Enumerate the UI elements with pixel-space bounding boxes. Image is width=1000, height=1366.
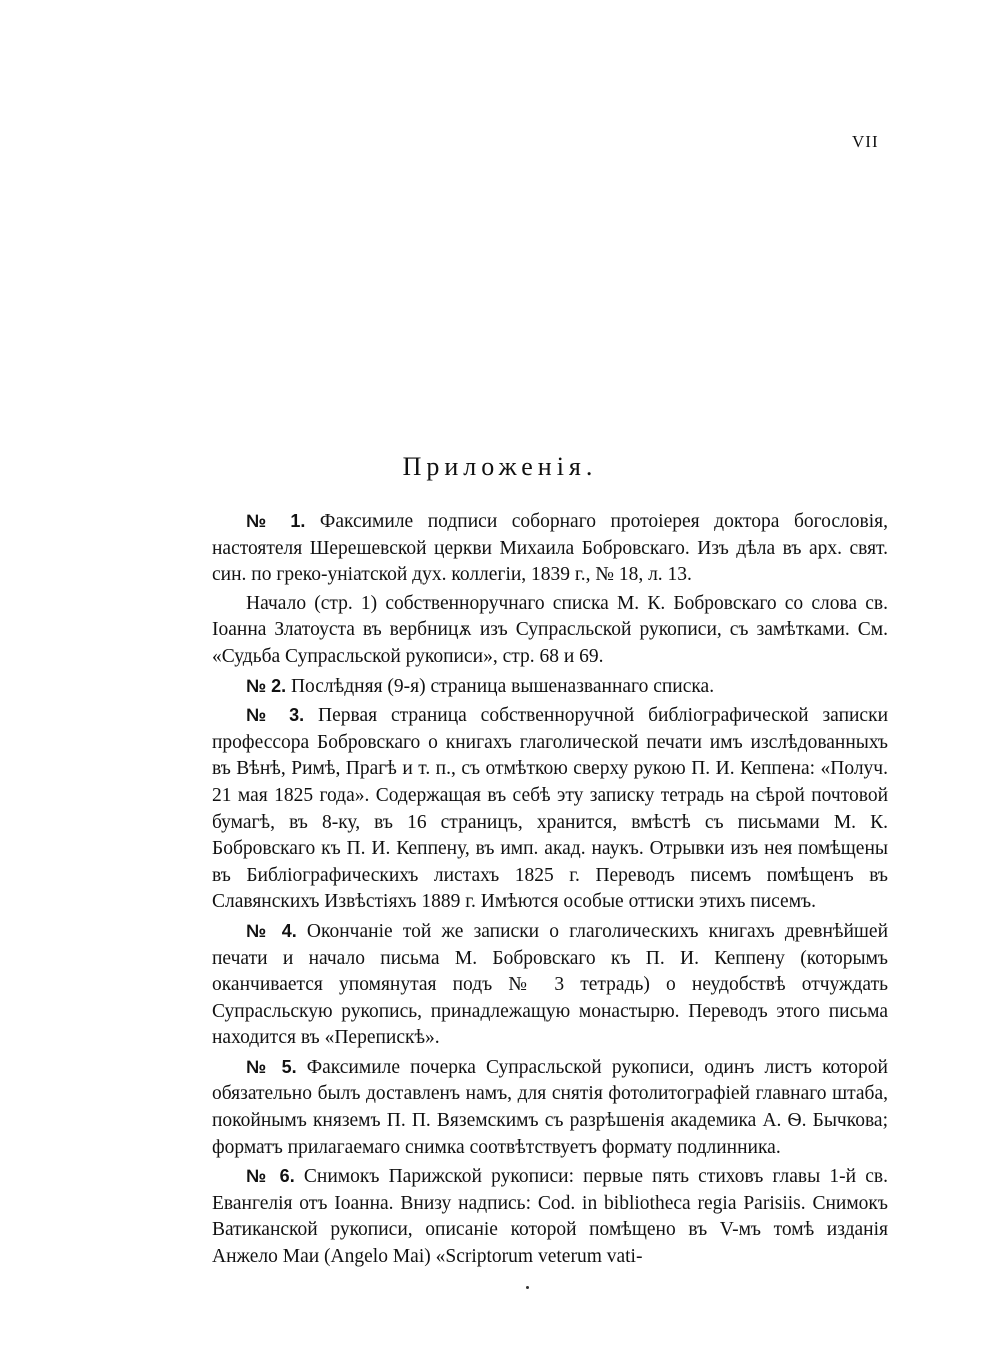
paragraph-item-6 — [212, 1163, 888, 1270]
item-text: Послѣдняя (9-я) страница вышеназваннаго списка. — [286, 675, 715, 697]
item-text: Факсимиле подписи соборнаго протоіерея доктора богословія, настоятеля Шерешевской церкви Михаила Бобровскаго. Изъ дѣла въ арх. свят. син. по греко-уніатской дух. коллегіи, 1839 г., № 18, л. 13. — [212, 511, 889, 586]
item-number: № 4. — [246, 920, 297, 941]
paragraph-item-1 — [212, 508, 888, 589]
paragraph-item-1-continued — [212, 591, 888, 671]
item-number: № 5. — [246, 1056, 297, 1077]
print-speck — [526, 1286, 529, 1289]
item-text: Окончаніе той же записки о глаголическихъ книгахъ древнѣйшей печати и начало письма М. Бобровскаго къ П. И. Кеппену (которымъ оканчивается упомянутая подъ № 3 тетрадь) о неудобствѣ отчуждать Супрасльскую рукопись, принадлежащую монастырю. Переводъ этого письма находится въ «Перепискѣ». — [212, 920, 889, 1049]
page-heading: Приложенія. — [402, 452, 598, 481]
item-text: Первая страница собственноручной библіографической записки профессора Бобровскаго о книгахъ глаголической печати имъ изслѣдованныхъ въ Вѣнѣ, Римѣ, Прагѣ и т. п., съ отмѣткою сверху рукою П. И. Кеппена: «Получ. 21 мая 1825 года». Содержащая въ себѣ эту записку тетрадь на сѣрой почтовой бумагѣ, въ 8-ку, въ 16 страницъ, хранится, вмѣстѣ съ письмами М. К. Бобровскаго къ П. И. Кеппену, въ имп. акад. наукъ. Отрывки изъ нея помѣщены въ Библіографическихъ листахъ 1825 г. Переводъ писемъ помѣщенъ въ Славянскихъ Извѣстіяхъ 1889 г. Имѣются особые оттиски этихъ писемъ. — [212, 705, 888, 913]
page-number: VII — [852, 132, 879, 151]
item-number: № 2. — [246, 675, 287, 696]
item-number: № 6. — [246, 1166, 295, 1187]
paragraph-item-4 — [212, 918, 888, 1052]
item-text: Начало (стр. 1) собственноручнаго списка М. К. Бобровскаго со слова св. Іоанна Златоуста въ вербницѫ изъ Супрасльской рукописи, съ замѣтками. См. «Судьба Супрасльской рукописи», стр. 68 и 69. — [212, 592, 888, 667]
appendix-list — [212, 508, 888, 1273]
item-text: Факсимиле почерка Супрасльской рукописи, одинъ листъ которой обязательно былъ доставленъ намъ, для снятія фотолитографіей главнаго штаба, покойнымъ княземъ П. П. Вяземскимъ съ разрѣшенія академика А. Ѳ. Бычкова; форматъ прилагаемаго снимка соотвѣтствуетъ формату подлинника. — [212, 1056, 888, 1158]
item-text: Снимокъ Парижской рукописи: первые пять стиховъ главы 1-й св. Евангелія отъ Іоанна. Внизу надпись: Cod. in bibliotheca regia Parisiis. Снимокъ Ватиканской рукописи, описаніе которой помѣщено въ V-мъ томѣ изданія Анжело Маи (Angelo Mai) «Scriptorum veterum vati- — [212, 1166, 889, 1268]
item-number: № 3. — [246, 705, 305, 726]
item-number: № 1. — [246, 511, 306, 531]
paragraph-item-5 — [212, 1054, 888, 1161]
paragraph-item-3 — [212, 702, 888, 916]
paragraph-item-2 — [212, 673, 888, 701]
